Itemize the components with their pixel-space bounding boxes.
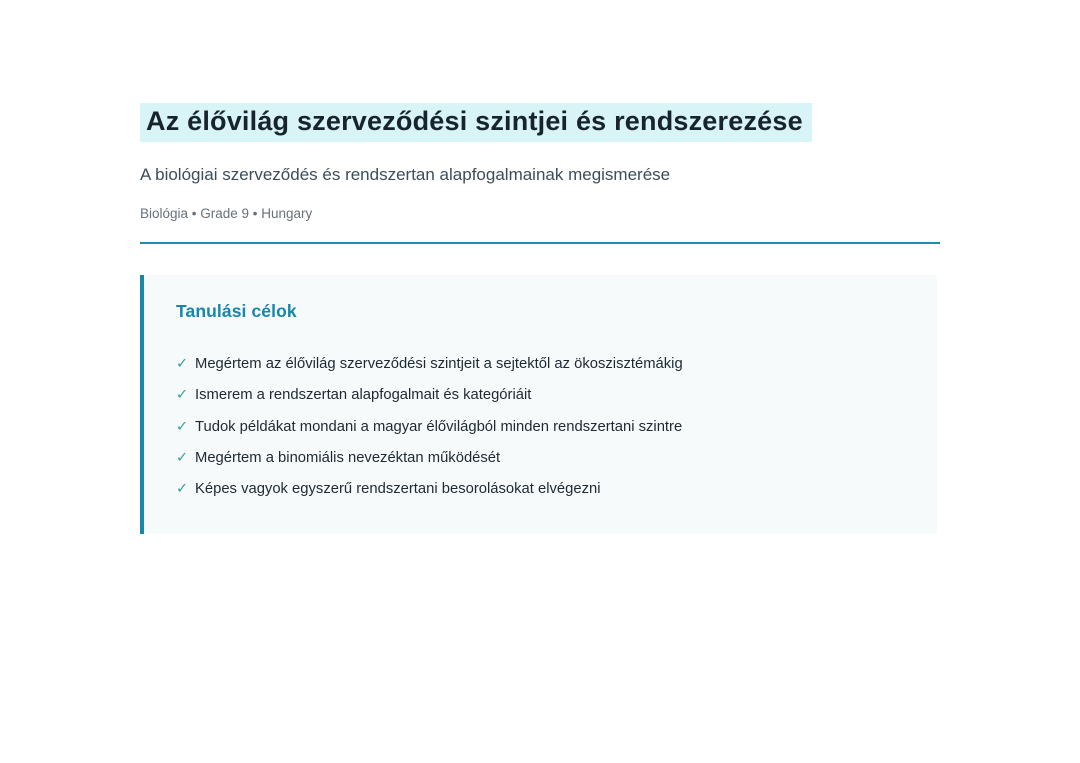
objective-text: Ismerem a rendszertan alapfogalmait és kategóriáit: [195, 387, 532, 404]
page-title-highlight: Az élővilág szerveződési szintjei és rendszerezése: [140, 103, 812, 142]
objective-text: Tudok példákat mondani a magyar élővilágból minden rendszertani szintre: [195, 418, 683, 435]
check-icon: ✓: [176, 418, 189, 435]
objectives-heading: Tanulási célok: [176, 301, 297, 321]
section-divider: [140, 242, 940, 244]
objective-item: [176, 482, 902, 497]
objective-item: [176, 420, 902, 435]
check-icon: ✓: [176, 481, 189, 498]
objective-text: Megértem az élővilág szerveződési szintjeit a sejtektől az ökoszisztémákig: [195, 356, 683, 372]
objective-item: [176, 357, 902, 372]
check-icon: ✓: [176, 356, 189, 372]
check-icon: ✓: [176, 387, 189, 404]
objective-item: [176, 451, 902, 466]
objective-text: Megértem a binomiális nevezéktan működését: [195, 449, 501, 466]
check-icon: ✓: [176, 449, 189, 466]
objectives-list: [176, 357, 902, 497]
objective-text: Képes vagyok egyszerű rendszertani besorolásokat elvégezni: [195, 481, 601, 498]
learning-objectives-card: [140, 275, 937, 534]
page-title: [140, 103, 940, 142]
breadcrumb-meta: Biológia • Grade 9 • Hungary: [140, 206, 313, 221]
objective-item: [176, 388, 902, 403]
lesson-content: [140, 0, 940, 534]
page-subtitle: A biológiai szerveződés és rendszertan alapfogalmainak megismerése: [140, 165, 671, 184]
